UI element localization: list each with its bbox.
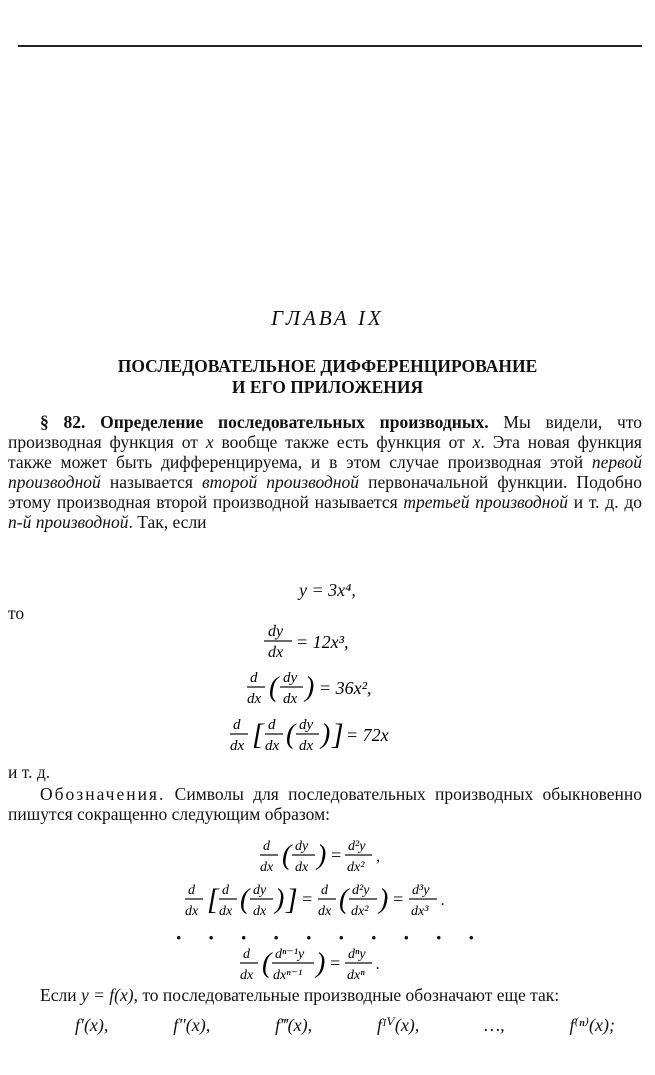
svg-text:d: d: [268, 717, 276, 733]
formula-first-derivative: [262, 620, 422, 662]
formula-first-derivative-rhs: = 12x³,: [296, 632, 349, 652]
chapter-title-line-2: И ЕГО ПРИЛОЖЕНИЯ: [231, 377, 424, 397]
svg-text:d²y: d²y: [352, 883, 370, 898]
notation-text: Символы для последовательных производных обыкновенно пишутся сокращенно следующим образом:: [8, 784, 642, 824]
svg-text:dy: dy: [299, 717, 314, 733]
svg-text:dx: dx: [299, 738, 314, 754]
section-heading: § 82. Определение последовательных производных.: [40, 412, 489, 432]
svg-text:(: (: [339, 884, 349, 915]
term-third-derivative: третьей производной: [403, 492, 568, 512]
svg-text:,: ,: [376, 848, 380, 865]
formula-third-derivative: [228, 711, 448, 759]
svg-text:dx: dx: [253, 904, 267, 919]
para-text-e: первоначальной функции. Подобно этому производная второй производной называется: [8, 472, 642, 512]
notation-f5: …,: [484, 1015, 505, 1035]
svg-text:=: =: [301, 889, 314, 909]
term-first-derivative: первой производной: [8, 452, 642, 492]
svg-text:): ): [317, 840, 327, 871]
svg-text:dx: dx: [260, 860, 274, 875]
svg-text:dy: dy: [253, 883, 267, 898]
svg-text:d: d: [250, 670, 258, 686]
svg-text:.: .: [376, 956, 380, 973]
top-rule: [18, 45, 642, 47]
notation-paragraph: [8, 784, 642, 824]
svg-text:d: d: [222, 883, 229, 898]
svg-text:): ): [379, 884, 389, 915]
svg-text:]: ]: [286, 883, 298, 916]
notation-f2: f″(x),: [173, 1015, 211, 1035]
svg-text:d: d: [263, 839, 270, 854]
svg-text:dy: dy: [283, 670, 298, 686]
formula-y: y = 3x⁴,: [299, 580, 356, 600]
svg-text:): ): [321, 719, 331, 750]
notation-f3: f‴(x),: [275, 1015, 313, 1035]
svg-text:dx: dx: [295, 860, 309, 875]
ellipsis-row: · · · · · · · · · ·: [175, 925, 475, 950]
final-expr: y = f(x): [80, 985, 134, 1005]
svg-text:(: (: [262, 948, 272, 979]
svg-text:): ): [316, 948, 326, 979]
chapter-title-line-1: ПОСЛЕДОВАТЕЛЬНОЕ ДИФФЕРЕНЦИРОВАНИЕ: [117, 356, 538, 376]
svg-text:d: d: [321, 883, 328, 898]
svg-text:dx: dx: [240, 968, 254, 983]
section-paragraph: [8, 412, 642, 532]
svg-text:dx: dx: [219, 904, 233, 919]
svg-text:d: d: [233, 717, 241, 733]
svg-text:.: .: [441, 892, 445, 909]
svg-text:=: =: [329, 953, 342, 973]
notation-formula-n: [238, 940, 418, 988]
svg-text:dx²: dx²: [351, 904, 369, 919]
chapter-title: [0, 356, 655, 398]
para-text-d: называется: [100, 472, 202, 492]
notation-formula-2: [183, 876, 483, 924]
svg-text:dx: dx: [265, 738, 280, 754]
svg-text:(: (: [286, 719, 296, 750]
para-text-a: Мы видели, что производная функция от: [8, 412, 643, 452]
var-x-1: x: [205, 432, 214, 452]
svg-text:[: [: [252, 718, 264, 751]
word-then: то: [8, 603, 25, 623]
chapter-heading: ГЛАВА IX: [271, 306, 384, 330]
term-nth-derivative: n-й производной: [8, 512, 129, 532]
para-text-g: . Так, если: [128, 512, 207, 532]
formula-second-derivative: [245, 665, 445, 711]
svg-text:(: (: [269, 672, 279, 703]
notation-label: Обозначения.: [40, 784, 166, 804]
svg-text:]: ]: [332, 718, 344, 751]
svg-text:d³y: d³y: [412, 883, 430, 898]
svg-text:): ): [275, 884, 285, 915]
word-etc: и т. д.: [8, 762, 51, 782]
notation-f6: f⁽ⁿ⁾(x);: [569, 1015, 615, 1035]
svg-text:d: d: [243, 947, 250, 962]
svg-text:d: d: [188, 883, 195, 898]
final-text-rest: , то последовательные производные обозначают еще так:: [133, 985, 560, 1005]
final-text-start: Если: [40, 985, 81, 1005]
svg-text:dx²: dx²: [347, 860, 365, 875]
term-second-derivative: второй производной: [201, 472, 360, 492]
svg-text:(: (: [282, 840, 292, 871]
svg-text:(: (: [240, 884, 250, 915]
svg-text:d²y: d²y: [348, 839, 366, 854]
para-text-f: и т. д. до: [567, 492, 642, 512]
svg-text:dx³: dx³: [411, 904, 429, 919]
svg-text:dx: dx: [318, 904, 332, 919]
svg-text:dxⁿ⁻¹: dxⁿ⁻¹: [273, 968, 303, 983]
svg-text:dx: dx: [268, 644, 284, 661]
svg-text:dⁿy: dⁿy: [348, 947, 366, 962]
notation-f1: f′(x),: [75, 1015, 109, 1035]
svg-text:dxⁿ: dxⁿ: [347, 968, 365, 983]
svg-text:dx: dx: [185, 904, 199, 919]
para-text-c: . Эта новая функция также может быть дифференцируема, и в этом случае производная этой: [8, 432, 642, 472]
para-text-b: вообще также есть функция от: [213, 432, 473, 452]
svg-text:= 72x: = 72x: [346, 725, 389, 745]
notation-f4: fᴵⱽ(x),: [376, 1015, 420, 1035]
svg-text:=: =: [392, 889, 405, 909]
svg-text:dy: dy: [295, 839, 309, 854]
svg-text:dx: dx: [283, 691, 298, 707]
svg-text:): ): [305, 672, 315, 703]
final-paragraph: [8, 985, 642, 1005]
svg-text:dx: dx: [230, 738, 245, 754]
svg-text:dy: dy: [268, 623, 284, 640]
svg-text:[: [: [207, 883, 219, 916]
svg-text:dx: dx: [247, 691, 262, 707]
svg-text:dⁿ⁻¹y: dⁿ⁻¹y: [275, 947, 305, 962]
svg-text:= 36x²,: = 36x²,: [319, 678, 372, 698]
var-x-2: x: [472, 432, 481, 452]
notation-formula-1: [258, 833, 418, 879]
svg-text:=: =: [330, 845, 343, 865]
derivative-notation-row: [75, 1015, 615, 1036]
